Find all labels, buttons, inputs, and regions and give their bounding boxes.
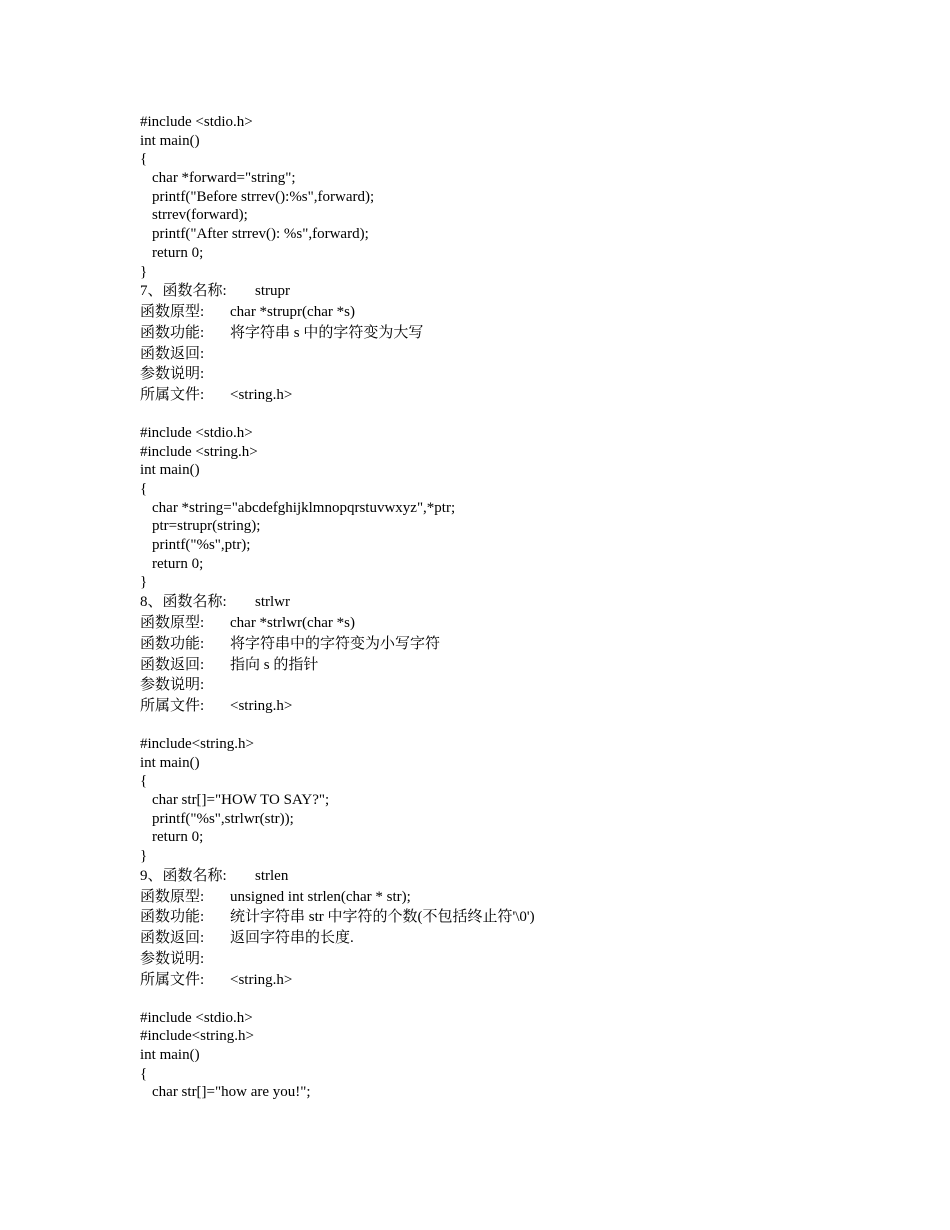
code-line: {: [140, 151, 148, 168]
field-row: [140, 970, 840, 991]
field-row: [140, 613, 840, 634]
code-line: }: [140, 263, 148, 280]
code-line: return 0;: [152, 555, 204, 572]
code-line: char *string="abcdefghijklmnopqrstuvwxyz",*ptr;: [152, 499, 456, 516]
field-label: 参数说明:: [140, 366, 205, 383]
field-row: [140, 949, 840, 970]
field-row: [140, 696, 840, 717]
code-line: #include <stdio.h>: [140, 424, 253, 441]
field-row: [140, 675, 840, 696]
code-line: #include <string.h>: [140, 443, 258, 460]
field-value: <string.h>: [230, 387, 293, 404]
field-label: 函数返回:: [140, 930, 205, 947]
field-label: 函数原型:: [140, 303, 205, 320]
code-line: char *forward="string";: [152, 170, 296, 187]
code-line: char str[]="HOW TO SAY?";: [152, 792, 330, 808]
field-label: 函数功能:: [140, 909, 205, 926]
field-value: 指向 s 的指针: [230, 656, 319, 673]
field-label: 函数原型:: [140, 614, 205, 631]
field-value: 统计字符串 str 中字符的个数(不包括终止符'\0'): [230, 909, 535, 926]
field-row: [140, 385, 840, 406]
field-value: 返回字符串的长度.: [230, 930, 354, 947]
function-name-label: 8、函数名称:: [140, 594, 227, 611]
field-label: 函数返回:: [140, 656, 205, 673]
code-line: #include<string.h>: [140, 1028, 254, 1045]
function-name-value: strlwr: [255, 594, 290, 611]
code-line: printf("After strrev(): %s",forward);: [152, 226, 369, 243]
function-name-label: 9、函数名称:: [140, 867, 227, 884]
code-line: int main(): [140, 462, 200, 479]
field-label: 函数功能:: [140, 635, 205, 652]
code-line: #include <stdio.h>: [140, 114, 253, 130]
function-name-value: strupr: [255, 283, 290, 300]
field-value: char *strupr(char *s): [230, 303, 355, 320]
code-line: ptr=strupr(string);: [152, 518, 261, 535]
code-line: {: [140, 773, 148, 790]
field-row: [140, 344, 840, 365]
field-label: 函数功能:: [140, 324, 205, 341]
field-value: char *strlwr(char *s): [230, 614, 355, 631]
code-line: return 0;: [152, 829, 204, 846]
field-value: <string.h>: [230, 698, 293, 715]
code-line: {: [140, 1065, 148, 1082]
code-line: }: [140, 848, 148, 865]
field-value: 将字符串中的字符变为小写字符: [230, 635, 441, 652]
field-label: 函数返回:: [140, 345, 205, 362]
code-line: }: [140, 574, 148, 591]
code-line: #include<string.h>: [140, 735, 254, 752]
code-line: strrev(forward);: [152, 207, 248, 224]
field-row: [140, 907, 840, 928]
field-label: 所属文件:: [140, 387, 205, 404]
field-value: 将字符串 s 中的字符变为大写: [230, 324, 424, 341]
field-row: [140, 634, 840, 655]
field-row: [140, 323, 840, 344]
field-row: [140, 887, 840, 908]
field-value: <string.h>: [230, 971, 293, 988]
field-row: [140, 364, 840, 385]
field-row: [140, 655, 840, 676]
document-body: [140, 113, 840, 1102]
function-heading: [140, 866, 840, 887]
field-label: 参数说明:: [140, 950, 205, 967]
function-name-value: strlen: [255, 867, 289, 884]
blank-line: [140, 991, 840, 1009]
code-line: int main(): [140, 132, 200, 149]
field-value: unsigned int strlen(char * str);: [230, 888, 411, 905]
function-name-label: 7、函数名称:: [140, 283, 227, 300]
field-label: 所属文件:: [140, 971, 205, 988]
function-heading: [140, 281, 840, 302]
function-heading: [140, 592, 840, 613]
code-line: {: [140, 481, 148, 498]
field-label: 函数原型:: [140, 888, 205, 905]
blank-line: [140, 717, 840, 735]
code-line: return 0;: [152, 244, 204, 261]
field-row: [140, 928, 840, 949]
code-line: int main(): [140, 1046, 200, 1063]
field-label: 所属文件:: [140, 698, 205, 715]
code-line: int main(): [140, 754, 200, 771]
field-row: [140, 302, 840, 323]
code-line: printf("%s",ptr);: [152, 537, 251, 554]
code-line: #include <stdio.h>: [140, 1009, 253, 1026]
code-line: char str[]="how are you!";: [152, 1084, 311, 1101]
field-label: 参数说明:: [140, 677, 205, 694]
code-line: printf("%s",strlwr(str));: [152, 810, 294, 827]
code-line: printf("Before strrev():%s",forward);: [152, 188, 375, 205]
blank-line: [140, 406, 840, 424]
